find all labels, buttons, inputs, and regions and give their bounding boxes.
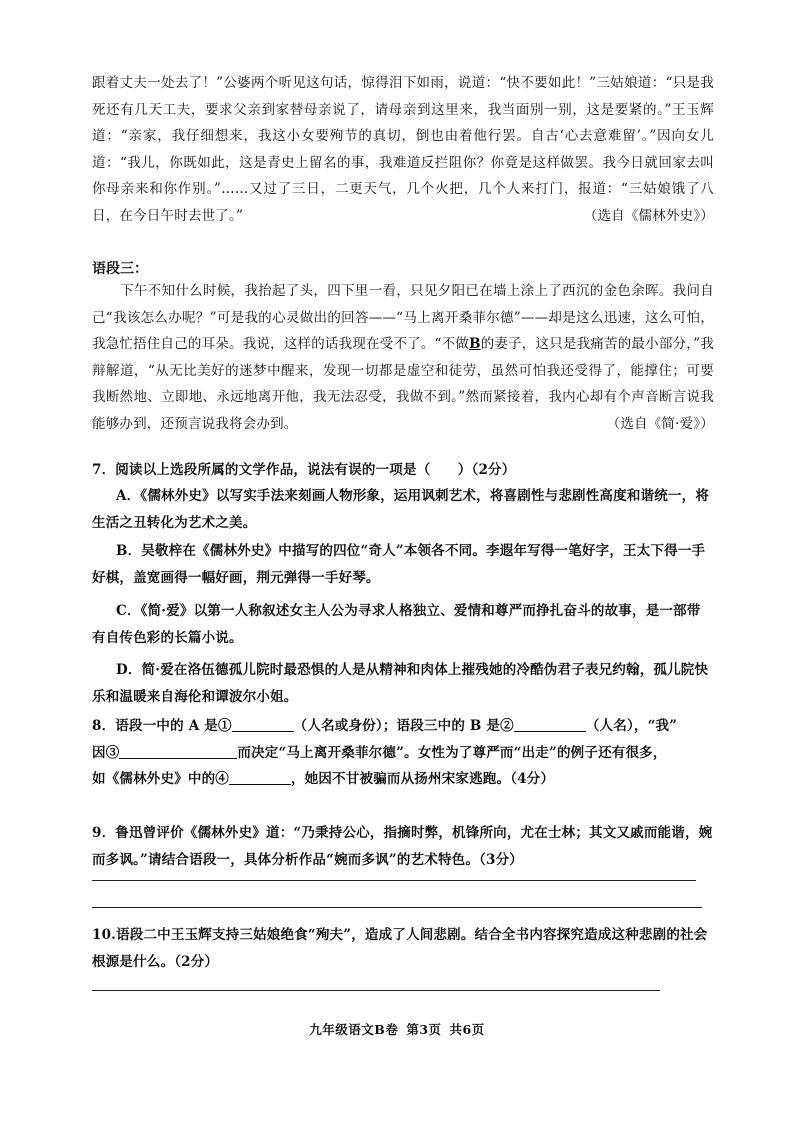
q7-option-c: C．《简·爱》以第一人称叙述女主人公为寻求人格独立、爱情和尊严而挣扎奋斗的故事，是一部带有自传色彩的长篇小说。	[92, 603, 701, 646]
question-9: 9．鲁迅曾评价《儒林外史》道：“乃秉持公心，指摘时弊，机锋所向，尤在士林；其文又戚而能谐，婉而多讽。”请结合语段一，具体分析作品“婉而多讽”的艺术特色。（3分）	[92, 825, 713, 868]
q8-part-2: （人名或身份）；语段三中的 B 是②	[293, 718, 514, 734]
page-footer	[0, 1020, 794, 1038]
q8-part-6: 如《儒林外史》中的④	[92, 771, 229, 787]
passage3-heading: 语段三：	[92, 261, 148, 277]
q8-blank-1[interactable]	[232, 716, 294, 732]
footer-title: 九年级语文B卷	[309, 1022, 399, 1037]
q10-answer-line[interactable]	[92, 990, 660, 991]
q7-option-b: B．吴敬梓在《儒林外史》中描写的四位“奇人”本领各不同。李遐年写得一笔好字，王太下得一手好棋，盖宽画得一幅好画，荆元弹得一手好琴。	[92, 543, 706, 586]
passage3-b-label: B	[469, 336, 481, 352]
passage2-text: 跟着丈夫一处去了！”公婆两个听见这句话，惊得泪下如雨，说道：“快不要如此！”三姑娘道：“只是我死还有几天工夫，要求父亲到家替母亲说了，请母亲到这里来，我当面别一别，这是要紧的。”王玉辉道：“亲家，我仔细想来，我这小女要殉节的真切，倒也由着他行罢。自古‘心去意难留’。”因向女儿道：“我儿，你既如此，这是青史上留名的事，我难道反拦阻你？你竟是这样做罢。我今日就回家去叫你母亲来和你作别。”……又过了三日，二更天气，几个火把，几个人来打门，报道：“三姑娘饿了八日，在今日午时去世了。”	[92, 75, 714, 224]
q8-part-5: 而决定“马上离开桑菲尔德”。女性为了尊严而“出走”的例子还有很多，	[237, 744, 667, 761]
q7-option-a: A．《儒林外史》以写实手法来刻画人物形象，运用讽刺艺术，将喜剧性与悲剧性高度和谐统一，将生活之丑转化为艺术之美。	[92, 488, 710, 531]
q8-part-3: （人名），“我”	[585, 718, 678, 734]
q8-blank-4[interactable]	[229, 769, 291, 785]
q8-part-1: 8．语段一中的 A 是①	[92, 718, 232, 734]
passage2-source: （选自《儒林外史》）	[583, 207, 714, 224]
passage3-source: （选自《简·爱》）	[606, 415, 714, 432]
q7-option-d: D．简·爱在洛伍德孤儿院时最恐惧的人是从精神和肉体上摧残她的冷酷伪君子表兄约翰，孤儿院快乐和温暖来自海伦和谭波尔小姐。	[92, 662, 709, 705]
question-7-stem: 7．阅读以上选段所属的文学作品，说法有误的一项是（ ）（2分）	[92, 462, 516, 478]
question-10: 10.语段二中王玉辉支持三姑娘绝食“殉夫”，造成了人间悲剧。结合全书内容探究造成这种悲剧的社会根源是什么。（2分）	[92, 927, 708, 970]
passage2-tail	[92, 70, 714, 229]
passage3-text-before: 下午不知什么时候，我抬起了头，四下里一看，只见夕阳已在墙上涂上了西沉的金色余晖。我问自己“我该怎么办呢？”可是我的心灵做出的回答——“马上离开桑菲尔德”——却是这么迅速，这么可怕，我急忙捂住自己的耳朵。我说，这样的话我现在受不了。“不做	[92, 283, 714, 352]
q8-blank-3[interactable]	[119, 743, 237, 759]
passage3-body	[92, 278, 714, 437]
q9-answer-line-2[interactable]	[92, 907, 702, 908]
q8-blank-2[interactable]	[514, 716, 586, 732]
footer-total: 共6页	[449, 1022, 485, 1037]
footer-page: 第3页	[406, 1022, 442, 1037]
q8-part-4: 因③	[92, 744, 120, 761]
question-8	[92, 713, 714, 793]
passage3-text-after: 的妻子，这只是我痛苦的最小部分，”我辩解道，“从无比美好的迷梦中醒来，发现一切都是虚空和徒劳，虽然可怕我还受得了，能撑住；可要我断然地、立即地、永远地离开他，我无法忍受，我做不到。”然而紧接着，我内心却有个声音断言说我能够办到，还预言说我将会办到。	[92, 336, 714, 432]
q8-part-7: ，她因不甘被骗而从扬州宋家逃跑。（4分）	[291, 771, 555, 787]
q9-answer-line-1[interactable]	[92, 880, 696, 881]
